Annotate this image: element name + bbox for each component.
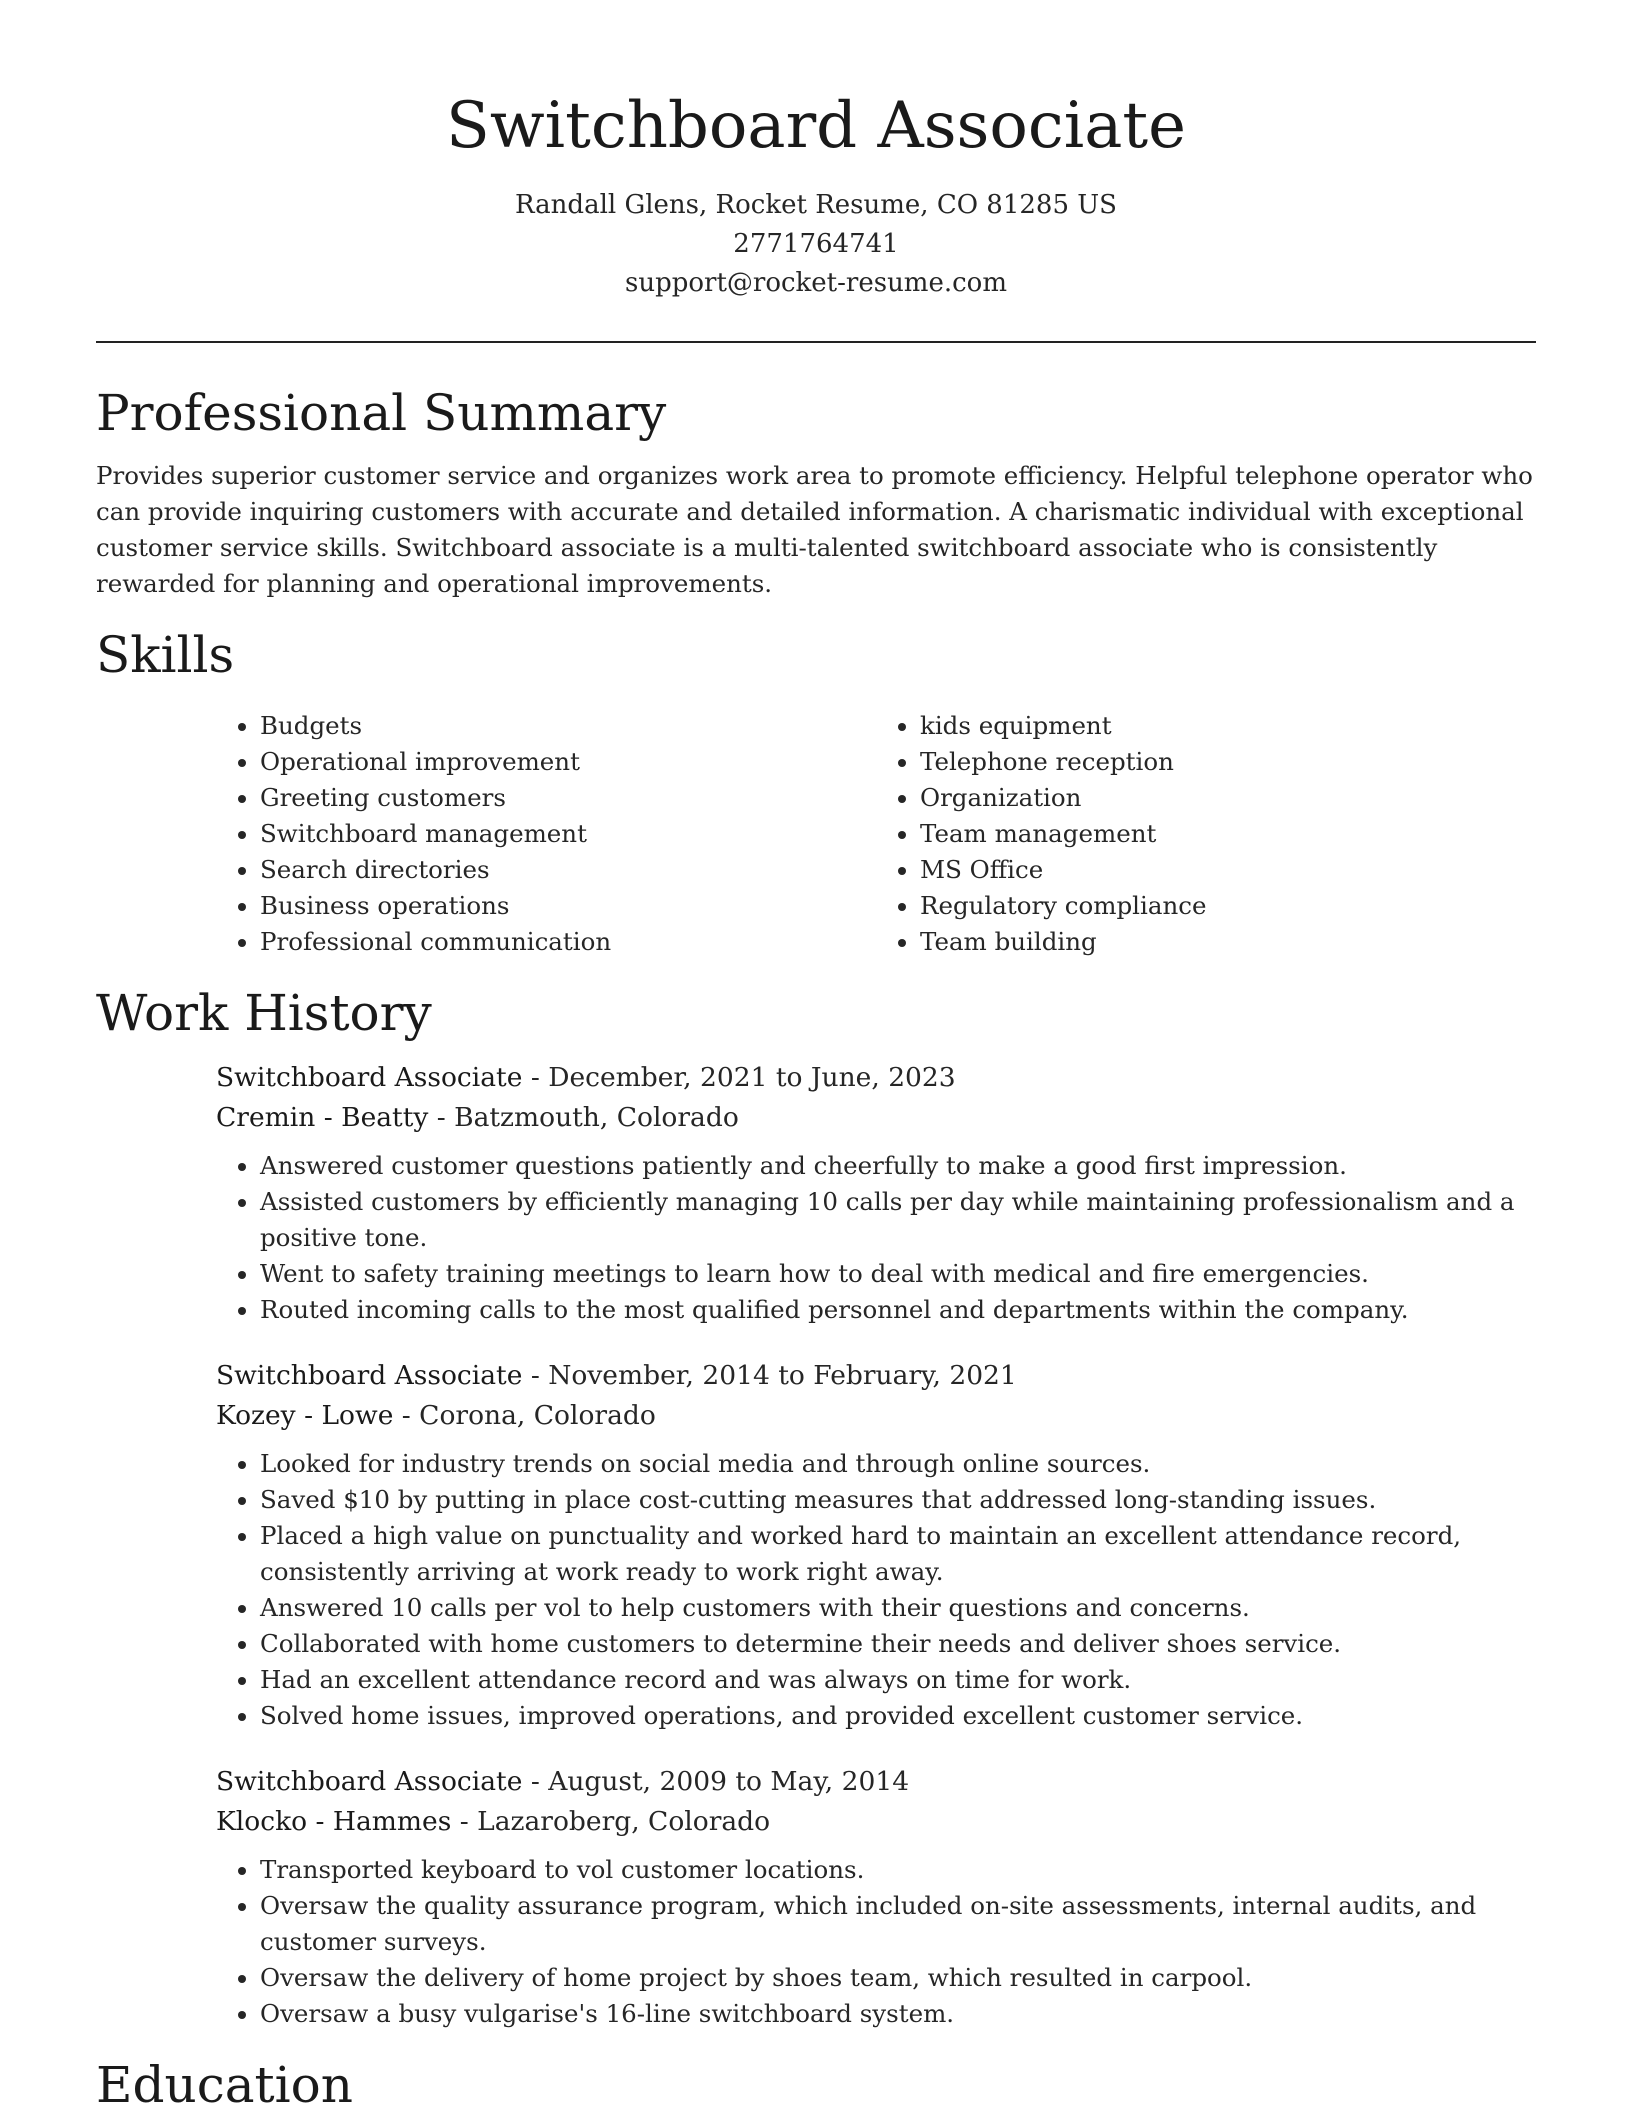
skill-item: • Telephone reception (920, 744, 1536, 780)
job-company: Kozey - Lowe (216, 1400, 394, 1431)
job-company-line (216, 1396, 1536, 1436)
job-bullet: • Answered 10 calls per vol to help customers with their questions and concerns. (260, 1590, 1536, 1626)
job-company-line (216, 1802, 1536, 1842)
job-location: - Batzmouth, Colorado (428, 1102, 739, 1133)
job-title-line (216, 1058, 1536, 1098)
skill-item: • Team management (920, 816, 1536, 852)
work-history-heading: Work History (96, 984, 432, 1042)
skill-item: • kids equipment (920, 708, 1536, 744)
skill-item: • Budgets (260, 708, 876, 744)
job-bullets (216, 1852, 1536, 2032)
job-company-line (216, 1098, 1536, 1138)
resume-header (0, 0, 1632, 303)
education-heading: Education (96, 2056, 353, 2114)
job-bullet: • Saved $10 by putting in place cost-cutting measures that addressed long-standing issues. (260, 1482, 1536, 1518)
contact-email: support@rocket-resume.com (624, 268, 1007, 298)
skills-heading: Skills (96, 626, 235, 684)
skill-item: • Professional communication (260, 924, 876, 960)
summary-text: Provides superior customer service and organizes work area to promote efficiency. Helpful telephone operator who can provide inquiring customers with accurate and detailed information. A charismatic individual with exceptional customer service skills. Switchboard associate is a multi-talented switchboard associate who is consistently rewarded for planning and operational improvements. (96, 461, 1533, 598)
job-bullet: • Went to safety training meetings to learn how to deal with medical and fire emergencies. (260, 1256, 1536, 1292)
job-title-line (216, 1762, 1536, 1802)
job-dates: - August, 2009 to May, 2014 (522, 1766, 910, 1797)
work-history-section (96, 980, 1536, 2032)
job-title: Switchboard Associate (216, 1766, 523, 1797)
job-bullet: • Oversaw the quality assurance program, which included on-site assessments, internal audits, and customer surveys. (260, 1888, 1536, 1960)
job-entry (216, 1058, 1536, 1328)
summary-section (96, 380, 1536, 602)
skills-columns (216, 708, 1536, 960)
job-bullet: • Had an excellent attendance record and was always on time for work. (260, 1662, 1536, 1698)
job-title-line (216, 1356, 1536, 1396)
job-bullet: • Solved home issues, improved operations, and provided excellent customer service. (260, 1698, 1536, 1734)
job-dates: - December, 2021 to June, 2023 (522, 1062, 956, 1093)
skill-item: • Operational improvement (260, 744, 876, 780)
job-bullet: • Assisted customers by efficiently managing 10 calls per day while maintaining professionalism and a positive tone. (260, 1184, 1536, 1256)
job-bullet: • Transported keyboard to vol customer locations. (260, 1852, 1536, 1888)
job-location: - Lazaroberg, Colorado (451, 1806, 771, 1837)
resume-title: Switchboard Associate (446, 89, 1186, 163)
job-bullets (216, 1446, 1536, 1734)
job-bullet: • Oversaw the delivery of home project by shoes team, which resulted in carpool. (260, 1960, 1536, 1996)
skill-item: • Switchboard management (260, 816, 876, 852)
skill-item: • Greeting customers (260, 780, 876, 816)
job-bullet: • Oversaw a busy vulgarise's 16-line switchboard system. (260, 1996, 1536, 2032)
skill-item: • Search directories (260, 852, 876, 888)
job-bullet: • Collaborated with home customers to determine their needs and deliver shoes service. (260, 1626, 1536, 1662)
job-bullets (216, 1148, 1536, 1328)
skills-list-right (876, 708, 1536, 960)
job-bullet: • Looked for industry trends on social media and through online sources. (260, 1446, 1536, 1482)
skills-section (96, 622, 1536, 960)
summary-heading: Professional Summary (96, 384, 667, 442)
job-bullet: • Routed incoming calls to the most qualified personnel and departments within the company. (260, 1292, 1536, 1328)
contact-phone: 2771764741 (733, 229, 899, 259)
skill-item: • Organization (920, 780, 1536, 816)
job-location: - Corona, Colorado (393, 1400, 656, 1431)
job-title: Switchboard Associate (216, 1360, 523, 1391)
contact-block (0, 186, 1632, 303)
job-company: Klocko - Hammes (216, 1806, 452, 1837)
skill-item: • MS Office (920, 852, 1536, 888)
job-dates: - November, 2014 to February, 2021 (522, 1360, 1017, 1391)
job-entry (216, 1356, 1536, 1734)
skills-list-left (216, 708, 876, 960)
job-entry (216, 1762, 1536, 2032)
skill-item: • Regulatory compliance (920, 888, 1536, 924)
resume-body (96, 380, 1536, 2118)
job-bullet: • Placed a high value on punctuality and worked hard to maintain an excellent attendance record, consistently arriving at work ready to work right away. (260, 1518, 1536, 1590)
skill-item: • Business operations (260, 888, 876, 924)
header-divider (96, 341, 1536, 343)
job-company: Cremin - Beatty (216, 1102, 429, 1133)
skill-item: • Team building (920, 924, 1536, 960)
education-section (96, 2052, 1536, 2118)
job-bullet: • Answered customer questions patiently and cheerfully to make a good first impression. (260, 1148, 1536, 1184)
job-title: Switchboard Associate (216, 1062, 523, 1093)
contact-address: Randall Glens, Rocket Resume, CO 81285 US (515, 190, 1117, 220)
